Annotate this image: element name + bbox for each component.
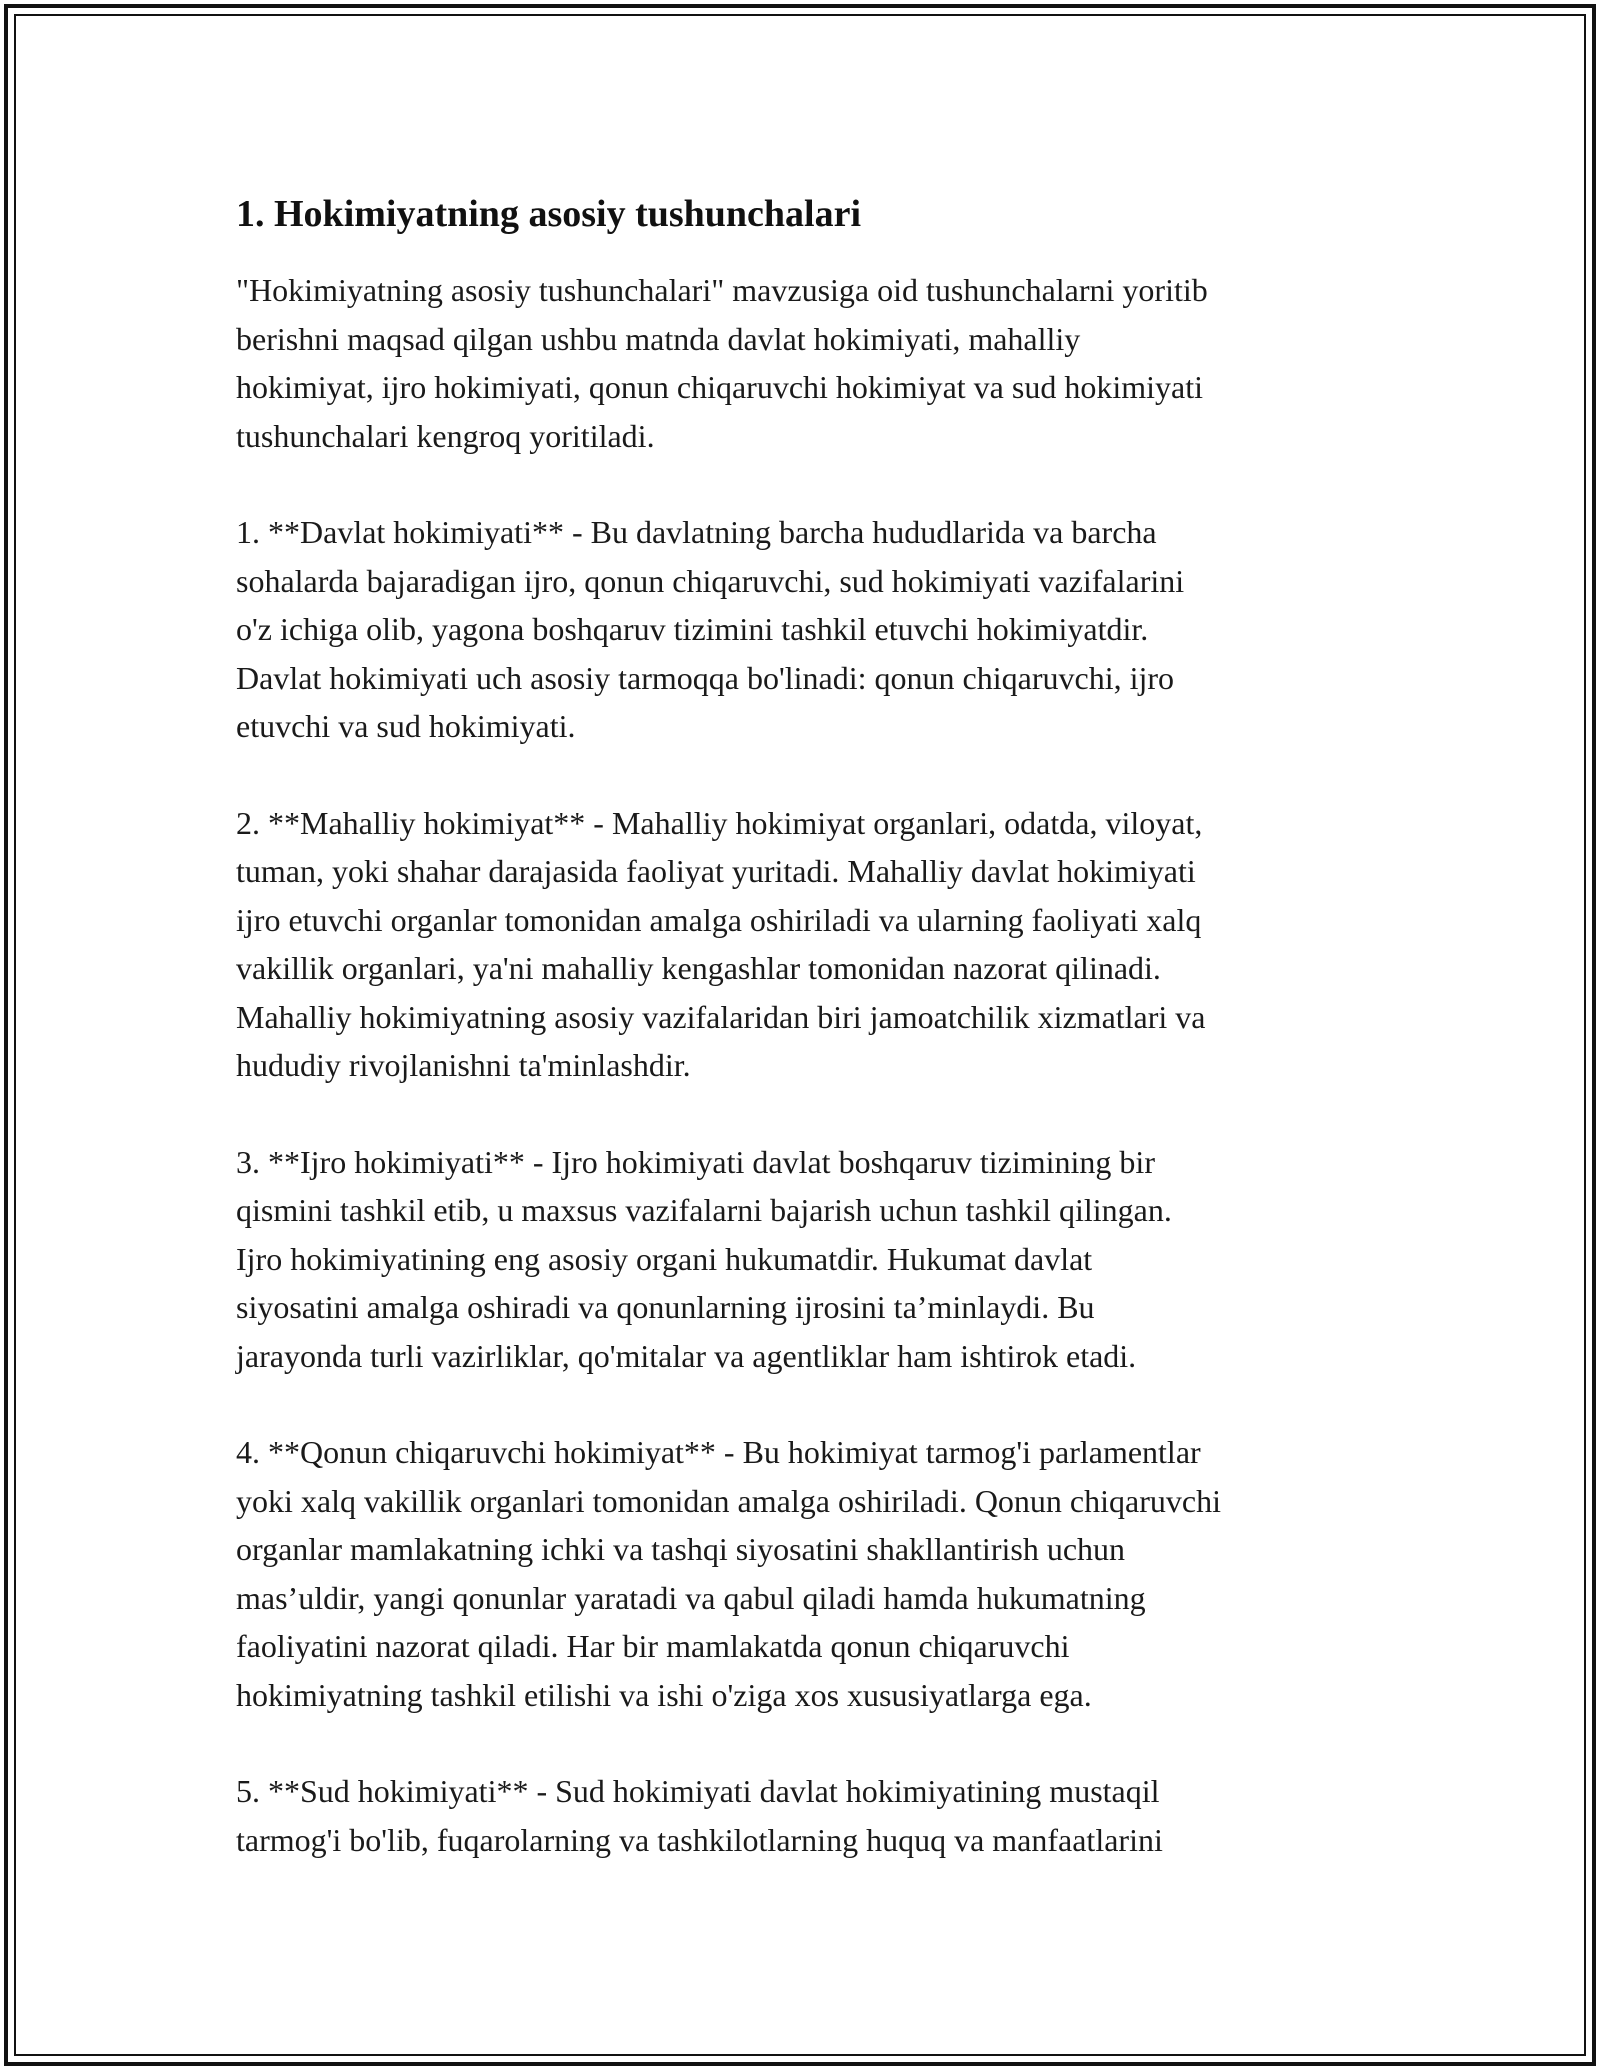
- text-line: 4. **Qonun chiqaruvchi hokimiyat** - Bu hokimiyat tarmog'i parlamentlar: [236, 1434, 1201, 1470]
- text-line: jarayonda turli vazirliklar, qo'mitalar va agentliklar ham ishtirok etadi.: [236, 1337, 1137, 1374]
- text-line: ijro etuvchi organlar tomonidan amalga oshiriladi va ularning faoliyati xalq: [236, 901, 1202, 938]
- text-line: qismini tashkil etib, u maxsus vazifalarni bajarish uchun tashkil qilingan.: [236, 1192, 1172, 1228]
- text-line: hokimiyat, ijro hokimiyati, qonun chiqaruvchi hokimiyat va sud hokimiyati: [236, 369, 1203, 405]
- text-line: hokimiyatning tashkil etilishi va ishi o'ziga xos xususiyatlarga ega.: [236, 1676, 1092, 1713]
- text-line: Ijro hokimiyatining eng asosiy organi hukumatdir. Hukumat davlat: [236, 1240, 1093, 1277]
- text-line: siyosatini amalga oshiradi va qonunlarning ijrosini ta’minlaydi. Bu: [236, 1289, 1095, 1325]
- text-line: berishni maqsad qilgan ushbu matnda davlat hokimiyati, mahalliy: [236, 320, 1081, 357]
- text-line: sohalarda bajaradigan ijro, qonun chiqaruvchi, sud hokimiyati vazifalarini: [236, 562, 1185, 599]
- text-line: tarmog'i bo'lib, fuqarolarning va tashkilotlarning huquq va manfaatlarini: [236, 1821, 1163, 1858]
- text-line: 1. **Davlat hokimiyati** - Bu davlatning barcha hududlarida va barcha: [236, 514, 1157, 550]
- text-line: Davlat hokimiyati uch asosiy tarmoqqa bo'linadi: qonun chiqaruvchi, ijro: [236, 659, 1175, 696]
- text-line: 3. **Ijro hokimiyati** - Ijro hokimiyati davlat boshqaruv tizimining bir: [236, 1143, 1155, 1180]
- text-line: yoki xalq vakillik organlari tomonidan amalga oshiriladi. Qonun chiqaruvchi: [236, 1482, 1221, 1519]
- text-line: 2. **Mahalliy hokimiyat** - Mahalliy hokimiyat organlari, odatda, viloyat,: [236, 804, 1203, 841]
- paragraph-qonun-chiqaruvchi-hokimiyat: [236, 1428, 1386, 1719]
- text-line: o'z ichiga olib, yagona boshqaruv tizimini tashkil etuvchi hokimiyatdir.: [236, 611, 1149, 647]
- page-title: 1. Hokimiyatning asosiy tushunchalari: [236, 193, 862, 235]
- document-body: [236, 190, 1386, 1912]
- text-line: tuman, yoki shahar darajasida faoliyat yuritadi. Mahalliy davlat hokimiyati: [236, 853, 1196, 889]
- text-line: "Hokimiyatning asosiy tushunchalari" mavzusiga oid tushunchalarni yoritib: [236, 272, 1208, 308]
- text-line: 5. **Sud hokimiyati** - Sud hokimiyati davlat hokimiyatining mustaqil: [236, 1773, 1160, 1809]
- intro-paragraph: [236, 266, 1386, 460]
- text-line: hududiy rivojlanishni ta'minlashdir.: [236, 1047, 691, 1083]
- paragraph-davlat-hokimiyati: [236, 508, 1386, 751]
- text-line: Mahalliy hokimiyatning asosiy vazifalaridan biri jamoatchilik xizmatlari va: [236, 998, 1206, 1035]
- text-line: mas’uldir, yangi qonunlar yaratadi va qabul qiladi hamda hukumatning: [236, 1579, 1146, 1616]
- paragraph-sud-hokimiyati: [236, 1767, 1386, 1864]
- text-line: vakillik organlari, ya'ni mahalliy kengashlar tomonidan nazorat qilinadi.: [236, 950, 1161, 986]
- text-line: etuvchi va sud hokimiyati.: [236, 708, 576, 744]
- paragraph-mahalliy-hokimiyat: [236, 799, 1386, 1090]
- text-line: organlar mamlakatning ichki va tashqi siyosatini shakllantirish uchun: [236, 1531, 1126, 1567]
- paragraph-ijro-hokimiyati: [236, 1138, 1386, 1381]
- text-line: tushunchalari kengroq yoritiladi.: [236, 417, 655, 454]
- text-line: faoliyatini nazorat qiladi. Har bir mamlakatda qonun chiqaruvchi: [236, 1628, 1070, 1664]
